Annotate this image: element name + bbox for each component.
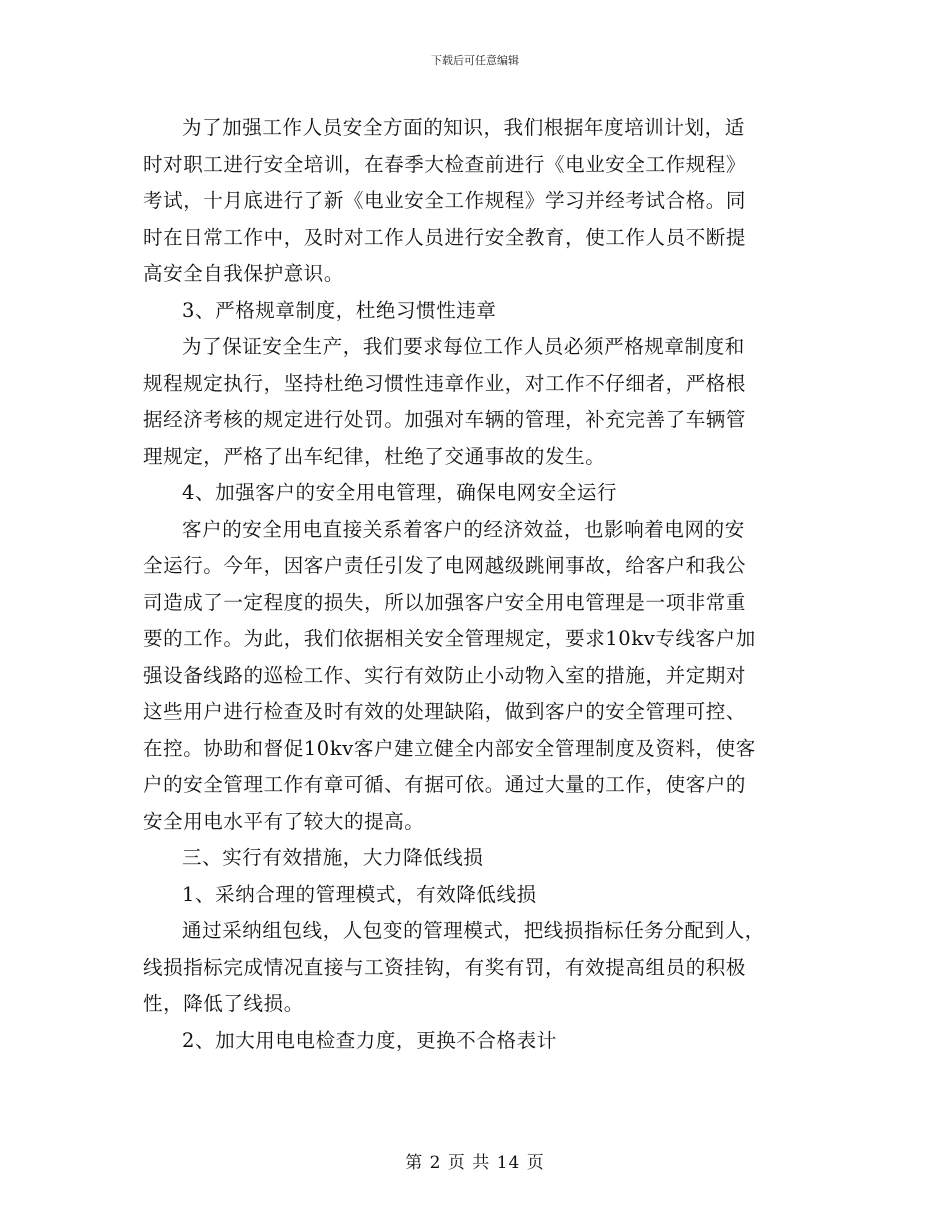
text-line: 1、采纳合理的管理模式，有效降低线损 bbox=[182, 882, 537, 906]
heading-management-mode bbox=[143, 877, 807, 914]
text-line: 户的安全管理工作有章可循、有据可依。通过大量的工作，使客户的 bbox=[143, 773, 747, 796]
text-line: 理规定，严格了出车纪律，杜绝了交通事故的发生。 bbox=[143, 444, 606, 468]
heading-inspection bbox=[143, 1023, 807, 1060]
text-line: 这些用户进行检查及时有效的处理缺陷，做到客户的安全管理可控、 bbox=[143, 700, 747, 723]
text-line: 3、严格规章制度，杜绝习惯性违章 bbox=[182, 298, 497, 322]
text-line: 为了保证安全生产，我们要求每位工作人员必须严格规章制度和 bbox=[182, 335, 745, 358]
text-line: 据经济考核的规定进行处罚。加强对车辆的管理，补充完善了车辆管 bbox=[143, 408, 747, 431]
text-line: 性，降低了线损。 bbox=[143, 992, 304, 1015]
text-line: 强设备线路的巡检工作、实行有效防止小动物入室的措施，并定期对 bbox=[143, 663, 747, 687]
text-line: 时在日常工作中，及时对工作人员进行安全教育，使工作人员不断提 bbox=[143, 225, 747, 249]
text-line: 通过采纳组包线，人包变的管理模式，把线损指标任务分配到人， bbox=[182, 919, 765, 942]
text-line: 4、加强客户的安全用电管理，确保电网安全运行 bbox=[182, 481, 618, 504]
text-line: 司造成了一定程度的损失，所以加强客户安全用电管理是一项非常重 bbox=[143, 590, 747, 614]
page-number: 第 2 页 共 14 页 bbox=[405, 1153, 545, 1173]
text-line: 时对职工进行安全培训，在春季大检查前进行《电业安全工作规程》 bbox=[143, 152, 747, 176]
paragraph-customer-safety bbox=[143, 512, 807, 841]
heading-customer-safety bbox=[143, 475, 807, 512]
text-line: 在控。协助和督促10kv客户建立健全内部安全管理制度及资料，使客 bbox=[143, 736, 756, 760]
text-line: 全运行。今年，因客户责任引发了电网越级跳闸事故，给客户和我公 bbox=[143, 554, 747, 577]
text-line: 考试，十月底进行了新《电业安全工作规程》学习并经考试合格。同 bbox=[143, 189, 747, 212]
text-line: 客户的安全用电直接关系着客户的经济效益，也影响着电网的安 bbox=[182, 517, 745, 541]
text-line: 2、加大用电电检查力度，更换不合格表计 bbox=[182, 1028, 557, 1052]
paragraph-management-mode bbox=[143, 913, 807, 1023]
paragraph-safety-training bbox=[143, 110, 807, 293]
text-line: 三、实行有效措施，大力降低线损 bbox=[182, 846, 484, 869]
heading-strict-rules bbox=[143, 293, 807, 330]
text-line: 要的工作。为此，我们依据相关安全管理规定，要求10kv专线客户加 bbox=[143, 627, 756, 650]
text-line: 线损指标完成情况直接与工资挂钩，有奖有罚，有效提高组员的积极 bbox=[143, 955, 747, 979]
text-line: 安全用电水平有了较大的提高。 bbox=[143, 809, 425, 833]
text-line: 高安全自我保护意识。 bbox=[143, 262, 345, 285]
document-body bbox=[143, 110, 807, 1059]
heading-reduce-line-loss bbox=[143, 840, 807, 877]
text-line: 为了加强工作人员安全方面的知识，我们根据年度培训计划，适 bbox=[182, 116, 745, 139]
text-line: 规程规定执行，坚持杜绝习惯性违章作业，对工作不仔细者，严格根 bbox=[143, 371, 747, 395]
paragraph-strict-rules bbox=[143, 329, 807, 475]
page-header-note: 下载后可任意编辑 bbox=[431, 54, 519, 67]
